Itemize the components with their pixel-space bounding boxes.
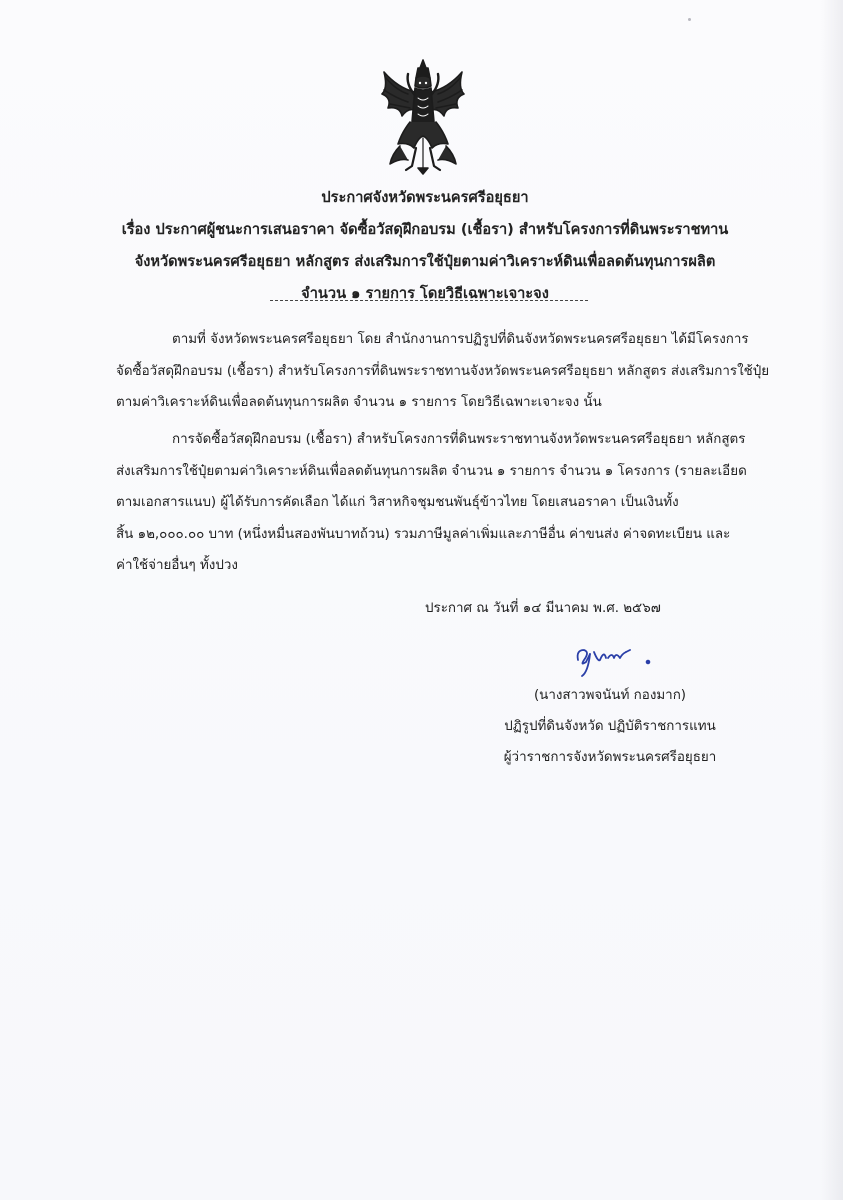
handwritten-signature: [572, 638, 662, 678]
paragraph-intro: [116, 324, 770, 419]
paragraph-line: ตามค่าวิเคราะห์ดินเพื่อลดต้นทุนการผลิต จำนวน ๑ รายการ โดยวิธีเฉพาะเจาะจง นั้น: [116, 395, 602, 410]
announcement-header: [80, 182, 770, 310]
paragraph-result: [116, 424, 746, 582]
scan-edge-shadow: [821, 0, 843, 1200]
header-title: ประกาศจังหวัดพระนครศรีอยุธยา: [321, 189, 529, 206]
header-subject-line-1: เรื่อง ประกาศผู้ชนะการเสนอราคา จัดซื้อวัสดุฝึกอบรม (เชื้อรา) สำหรับโครงการที่ดินพระราชทาน: [121, 221, 729, 238]
paragraph-line: ตามเอกสารแนบ) ผู้ได้รับการคัดเลือก ได้แก่ วิสาหกิจชุมชนพันธุ์ข้าวไทย โดยเสนอราคา เป็นเงินทั้ง: [116, 495, 679, 510]
paragraph-line: ส่งเสริมการใช้ปุ๋ยตามค่าวิเคราะห์ดินเพื่อลดต้นทุนการผลิต จำนวน ๑ รายการ จำนวน ๑ โครงการ (รายละเอียด: [116, 463, 747, 479]
paragraph-line: การจัดซื้อวัสดุฝึกอบรม (เชื้อรา) สำหรับโครงการที่ดินพระราชทานจังหวัดพระนครศรีอยุธยา หลักสูตร: [172, 432, 746, 447]
scan-speck: [688, 18, 691, 21]
announcement-date: ประกาศ ณ วันที่ ๑๔ มีนาคม พ.ศ. ๒๕๖๗: [425, 601, 661, 616]
paragraph-line: จัดซื้อวัสดุฝึกอบรม (เชื้อรา) สำหรับโครงการที่ดินพระราชทานจังหวัดพระนครศรีอยุธยา หลักสูตร ส่งเสริมการใช้ปุ๋ย: [116, 363, 770, 379]
signatory-block: [470, 680, 750, 773]
header-subject-line-3: จำนวน ๑ รายการ โดยวิธีเฉพาะเจาะจง: [301, 285, 549, 302]
signatory-name: (นางสาวพจนันท์ กองมาก): [533, 688, 687, 703]
paragraph-line: สิ้น ๑๒,๐๐๐.๐๐ บาท (หนึ่งหมื่นสองพันบาทถ้วน) รวมภาษีมูลค่าเพิ่มและภาษีอื่น ค่าขนส่ง ค่าจดทะเบียน และ: [116, 526, 731, 542]
paragraph-line: ค่าใช้จ่ายอื่นๆ ทั้งปวง: [116, 558, 238, 573]
garuda-emblem-icon: [378, 58, 468, 176]
dashed-divider: [270, 300, 588, 301]
header-subject-line-2: จังหวัดพระนครศรีอยุธยา หลักสูตร ส่งเสริมการใช้ปุ๋ยตามค่าวิเคราะห์ดินเพื่อลดต้นทุนการผลิต: [134, 253, 716, 270]
signatory-position-on-behalf: ผู้ว่าราชการจังหวัดพระนครศรีอยุธยา: [503, 750, 717, 765]
paragraph-line: ตามที่ จังหวัดพระนครศรีอยุธยา โดย สำนักงานการปฏิรูปที่ดินจังหวัดพระนครศรีอยุธยา ได้มีโครงการ: [172, 332, 749, 347]
signatory-position: ปฏิรูปที่ดินจังหวัด ปฏิบัติราชการแทน: [504, 719, 716, 734]
